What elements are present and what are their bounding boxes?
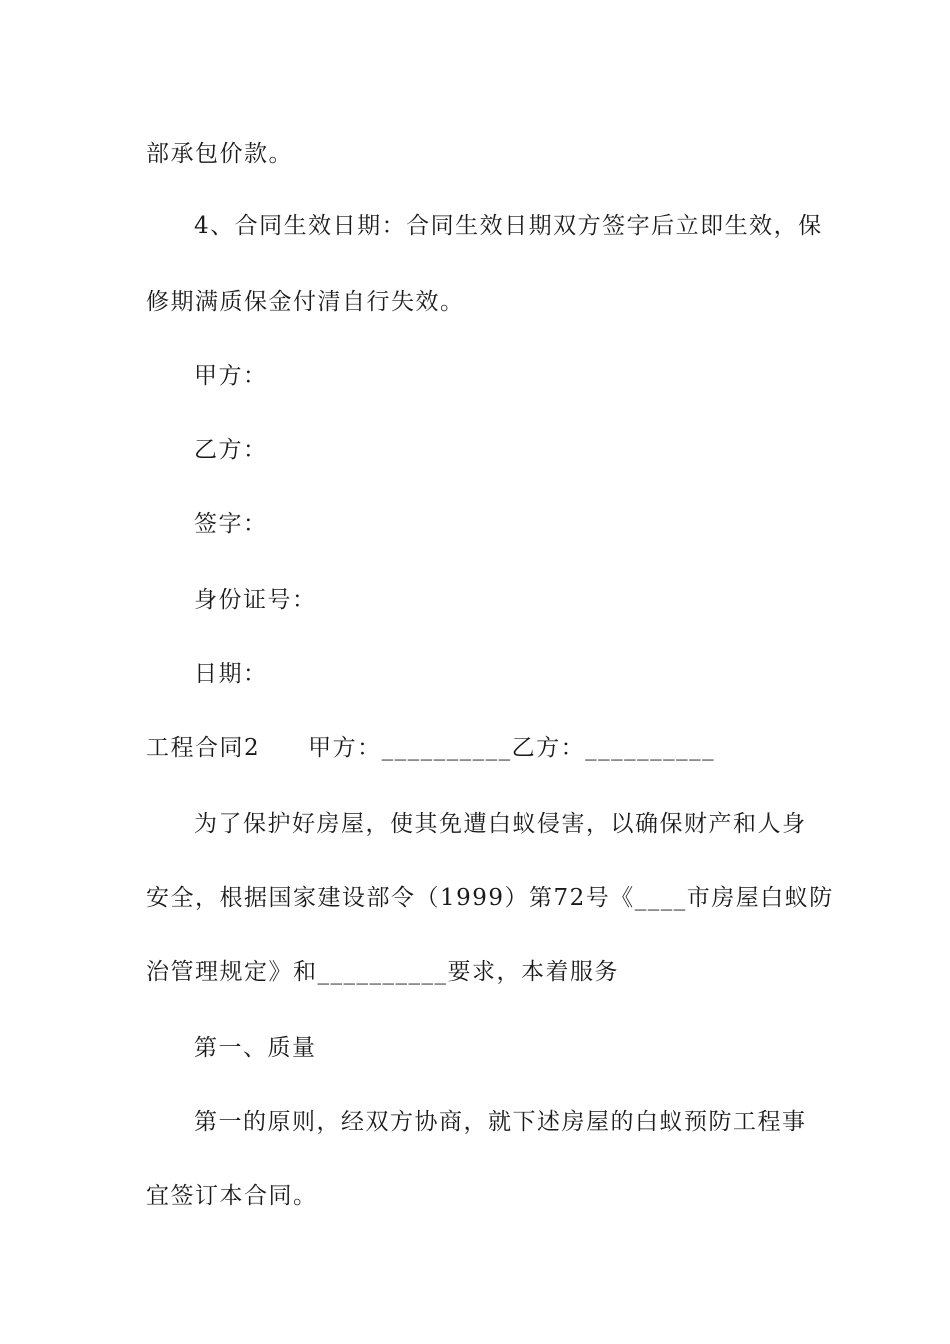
text-line: 第一的原则，经双方协商，就下述房屋的白蚁预防工程事	[194, 1109, 807, 1135]
text-line: 治管理规定》和__________要求，本着服务	[146, 959, 619, 985]
text-line: 修期满质保金付清自行失效。	[146, 289, 465, 315]
contract-parties: 甲方：__________乙方：__________	[308, 735, 716, 761]
contract-heading	[146, 728, 826, 768]
party-a-label: 甲方：	[194, 363, 268, 389]
party-b-label: 乙方：	[194, 437, 268, 463]
date-label: 日期：	[194, 661, 268, 687]
signature-label: 签字：	[194, 511, 268, 537]
text-line: 为了保护好房屋，使其免遭白蚁侵害，以确保财产和人身	[194, 811, 807, 837]
section-heading: 第一、质量	[194, 1035, 317, 1061]
id-number-label: 身份证号：	[194, 587, 317, 613]
text-line: 4、合同生效日期：合同生效日期双方签字后立即生效，保	[194, 213, 823, 239]
text-line: 宜签订本合同。	[146, 1183, 318, 1209]
contract-title: 工程合同2	[146, 735, 261, 761]
text-line: 部承包价款。	[146, 141, 293, 167]
text-line: 安全，根据国家建设部令（1999）第72号《____市房屋白蚁防	[146, 885, 834, 911]
